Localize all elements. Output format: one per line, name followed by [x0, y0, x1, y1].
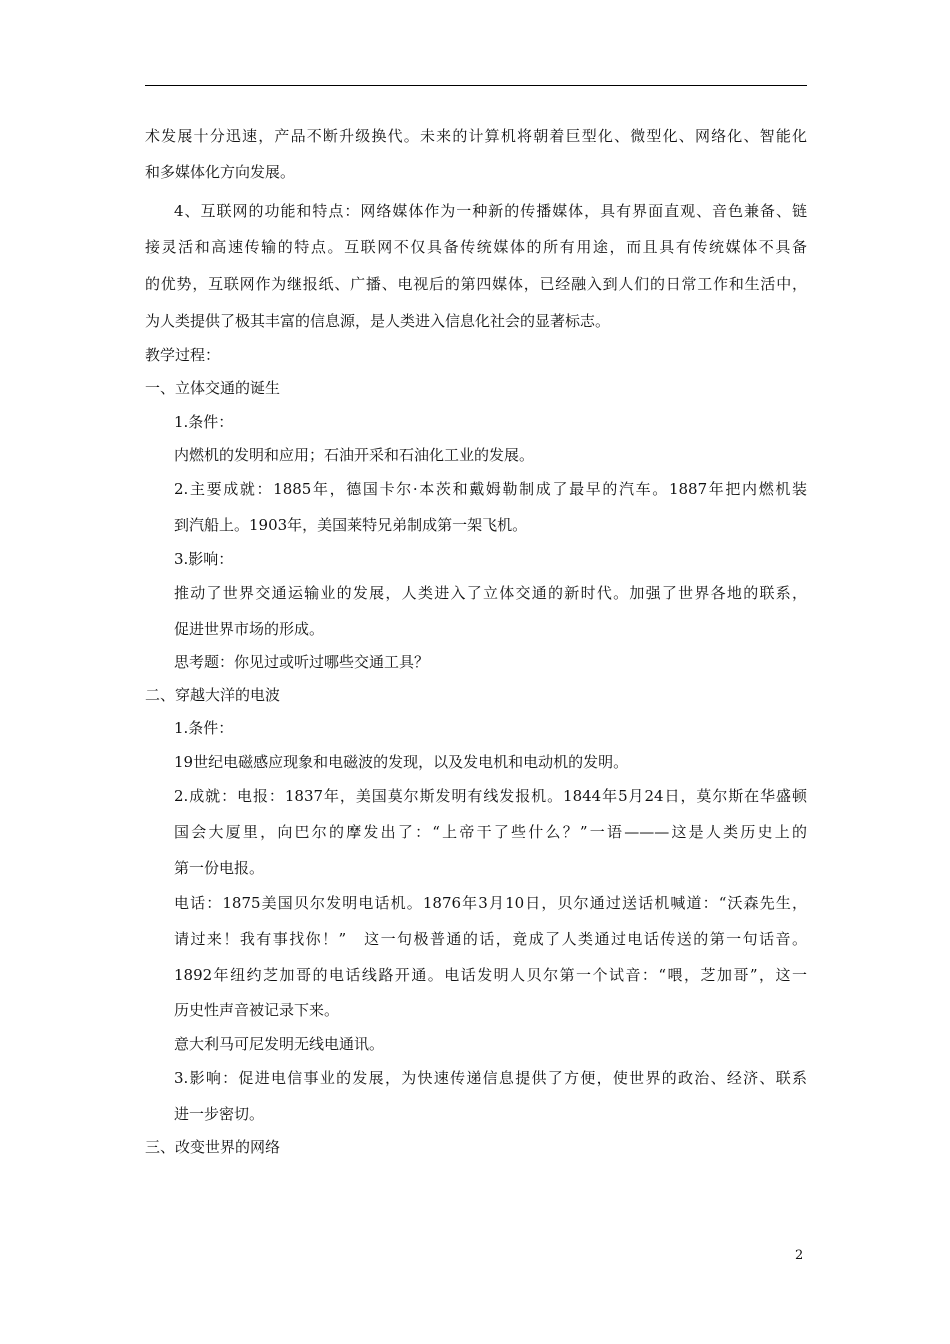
body-line: 接灵活和高速传输的特点。互联网不仅具备传统媒体的所有用途，而且具有传统媒体不具备	[145, 238, 807, 256]
body-line: 2.主要成就：1885年，德国卡尔·本茨和戴姆勒制成了最早的汽车。1887年把内燃机装	[174, 480, 807, 498]
section-heading: 三、改变世界的网络	[145, 1138, 281, 1156]
body-line: 1892年纽约芝加哥的电话线路开通。电话发明人贝尔第一个试音：“喂，芝加哥”，这一	[174, 966, 807, 984]
body-line: 意大利马可尼发明无线电通讯。	[174, 1035, 385, 1053]
body-line: 思考题：你见过或听过哪些交通工具？	[174, 653, 430, 671]
body-line: 促进世界市场的形成。	[174, 620, 325, 638]
page-number: 2	[795, 1248, 804, 1263]
header-rule	[145, 85, 807, 86]
body-line: 到汽船上。1903年，美国莱特兄弟制成第一架飞机。	[174, 516, 528, 534]
body-line: 第一份电报。	[174, 859, 265, 877]
body-line: 19世纪电磁感应现象和电磁波的发现，以及发电机和电动机的发明。	[174, 753, 629, 771]
body-line: 请过来！我有事找你！” 这一句极普通的话，竟成了人类通过电话传送的第一句话音。	[174, 930, 807, 948]
body-line: 历史性声音被记录下来。	[174, 1001, 340, 1019]
body-line: 和多媒体化方向发展。	[145, 163, 296, 181]
body-line: 进一步密切。	[174, 1105, 265, 1123]
body-line: 的优势，互联网作为继报纸、广播、电视后的第四媒体，已经融入到人们的日常工作和生活中，	[145, 275, 807, 293]
body-line: 2.成就：电报：1837年，美国莫尔斯发明有线发报机。1844年5月24日，莫尔斯在华盛顿	[174, 787, 807, 805]
section-label: 教学过程：	[145, 346, 221, 364]
section-heading: 一、立体交通的诞生	[145, 379, 281, 397]
body-line: 1.条件：	[174, 719, 234, 737]
body-line: 3.影响：促进电信事业的发展，为快速传递信息提供了方便，使世界的政治、经济、联系	[174, 1069, 807, 1087]
body-line: 4、互联网的功能和特点：网络媒体作为一种新的传播媒体，具有界面直观、音色兼备、链	[174, 202, 807, 220]
body-line: 电话：1875美国贝尔发明电话机。1876年3月10日，贝尔通过送话机喊道：“沃森先生，	[174, 894, 807, 912]
body-line: 1.条件：	[174, 413, 234, 431]
body-line: 为人类提供了极其丰富的信息源，是人类进入信息化社会的显著标志。	[145, 312, 611, 330]
body-line: 内燃机的发明和应用；石油开采和石油化工业的发展。	[174, 446, 535, 464]
body-line: 国会大厦里，向巴尔的摩发出了：“上帝干了些什么？”一语———这是人类历史上的	[174, 823, 807, 841]
body-line: 3.影响：	[174, 550, 234, 568]
section-heading: 二、穿越大洋的电波	[145, 686, 281, 704]
body-line: 术发展十分迅速，产品不断升级换代。未来的计算机将朝着巨型化、微型化、网络化、智能化	[145, 127, 807, 145]
body-line: 推动了世界交通运输业的发展，人类进入了立体交通的新时代。加强了世界各地的联系，	[174, 584, 807, 602]
